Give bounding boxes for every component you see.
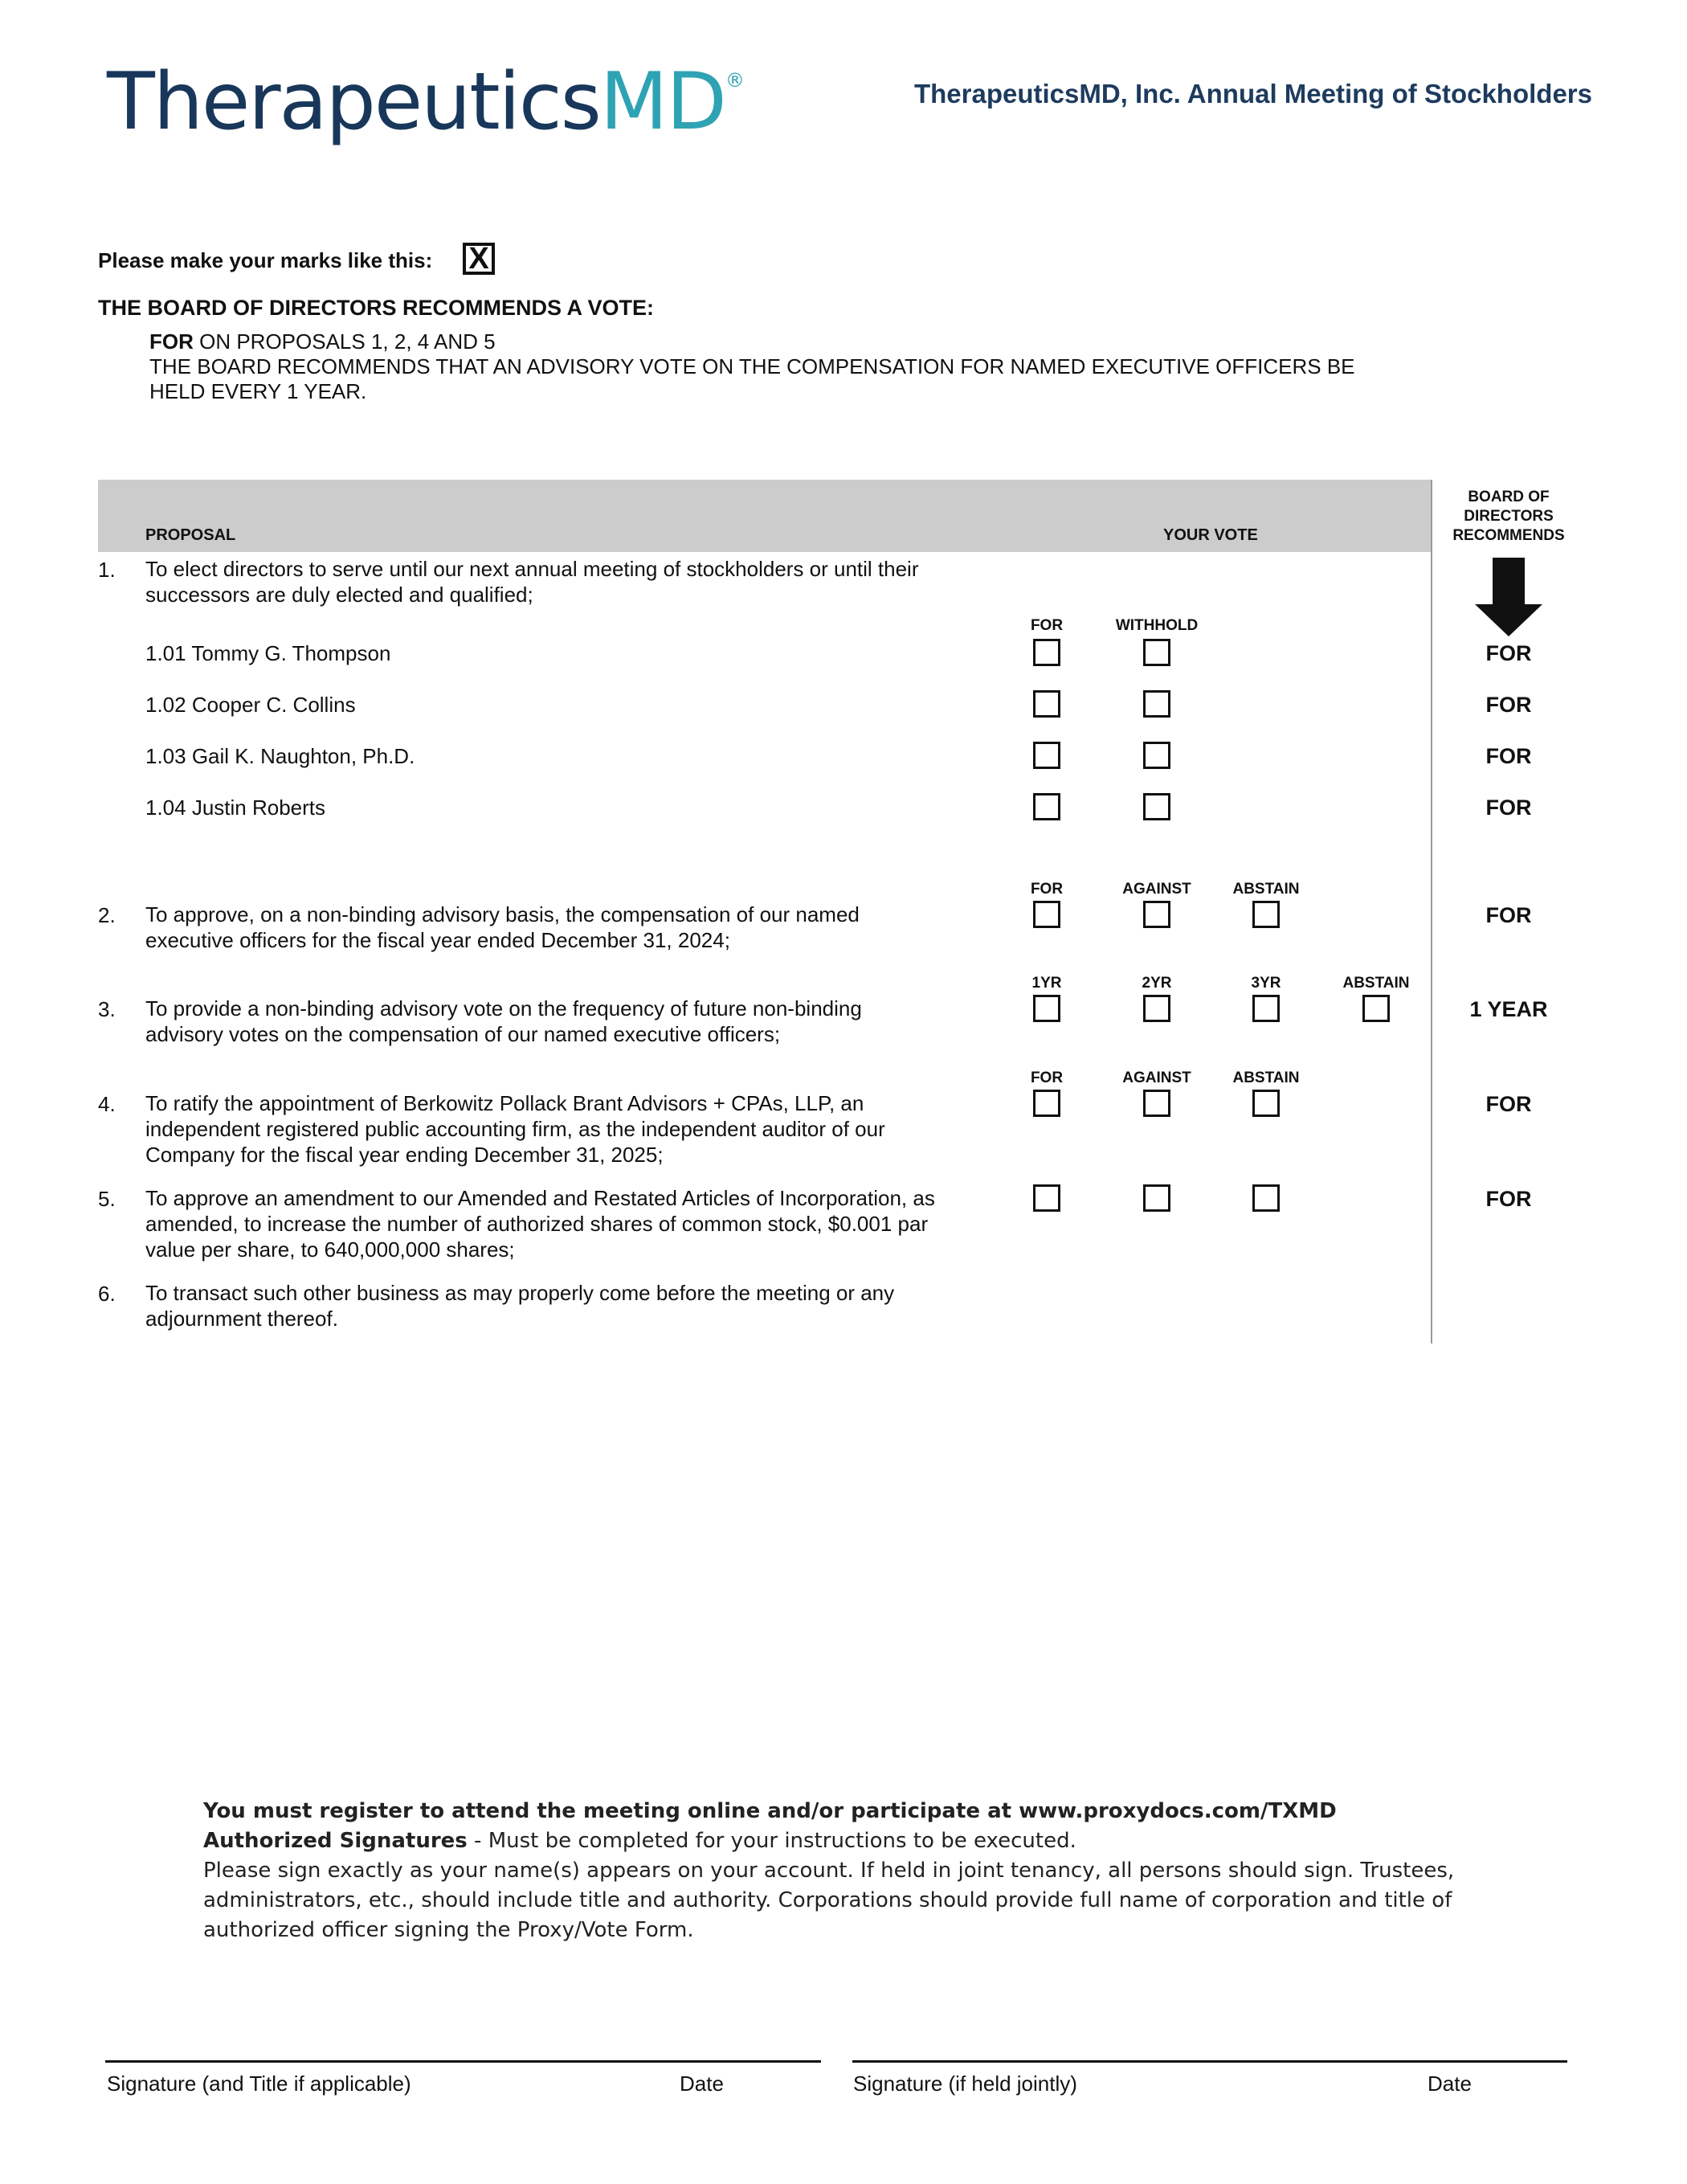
- proposal-4-number: 4.: [98, 1092, 116, 1116]
- p3-header-abstain: ABSTAIN: [1342, 975, 1410, 992]
- nominee-3-name: 1.03 Gail K. Naughton, Ph.D.: [145, 744, 415, 768]
- proposal-4-text: [145, 1090, 997, 1168]
- p2-header-abstain: ABSTAIN: [1232, 881, 1300, 898]
- p5-against-checkbox[interactable]: [1143, 1184, 1170, 1212]
- sign-instructions-line-2: administrators, etc., should include title and authority. Corporations should provide full name of corporation and title of: [203, 1888, 1452, 1912]
- p4-against-checkbox[interactable]: [1143, 1090, 1170, 1117]
- col-header-your-vote: YOUR VOTE: [1163, 526, 1258, 544]
- authorized-signatures-note: - Must be completed for your instructions to be executed.: [467, 1829, 1076, 1853]
- p2-header-for: FOR: [1030, 881, 1064, 898]
- signature-label-2: Signature (if held jointly): [853, 2072, 1077, 2096]
- p3-2yr-checkbox[interactable]: [1143, 995, 1170, 1022]
- proposal-4-line-1: To ratify the appointment of Berkowitz Pollack Brant Advisors + CPAs, LLP, an: [145, 1091, 864, 1115]
- recommendation-line-2: THE BOARD RECOMMENDS THAT AN ADVISORY VOTE ON THE COMPENSATION FOR NAMED EXECUTIVE OFFICERS BE: [149, 354, 1355, 378]
- rec-line3-post: .: [361, 379, 367, 403]
- board-head-line-2: DIRECTORS: [1464, 508, 1554, 525]
- down-arrow-icon: [1475, 558, 1542, 636]
- p4-header-against: AGAINST: [1122, 1070, 1191, 1086]
- proposal-3-line-2: advisory votes on the compensation of our named executive officers;: [145, 1022, 781, 1046]
- proposal-2-number: 2.: [98, 903, 116, 927]
- rec-line3-bold: 1 YEAR: [287, 379, 362, 403]
- logo-registered-mark: ®: [725, 69, 743, 92]
- nominee-1-name: 1.01 Tommy G. Thompson: [145, 641, 391, 665]
- board-head-line-3: RECOMMENDS: [1452, 527, 1565, 544]
- p2-for-checkbox[interactable]: [1033, 901, 1060, 928]
- col-header-board-recommends: [1434, 488, 1583, 546]
- proposal-2-text: [145, 902, 997, 953]
- p3-3yr-checkbox[interactable]: [1252, 995, 1280, 1022]
- p1-header-withhold: WITHHOLD: [1115, 617, 1199, 634]
- p3-1yr-checkbox[interactable]: [1033, 995, 1060, 1022]
- p4-abstain-checkbox[interactable]: [1252, 1090, 1280, 1117]
- nominee-2-name: 1.02 Cooper C. Collins: [145, 693, 356, 717]
- p1-header-for: FOR: [1030, 617, 1064, 634]
- recommendation-line-1: [149, 329, 496, 354]
- nominee-1-for-checkbox[interactable]: [1033, 639, 1060, 666]
- signature-line-2[interactable]: [852, 2060, 1567, 2063]
- proposal-6-number: 6.: [98, 1282, 116, 1306]
- authorized-signatures-label: Authorized Signatures: [203, 1829, 468, 1853]
- p2-header-against: AGAINST: [1122, 881, 1191, 898]
- board-recommends-heading: THE BOARD OF DIRECTORS RECOMMENDS A VOTE:: [98, 296, 655, 320]
- proposal-2-line-1: To approve, on a non-binding advisory basis, the compensation of our named: [145, 902, 860, 926]
- proposal-5-line-2: amended, to increase the number of authorized shares of common stock, $0.001 par: [145, 1212, 929, 1236]
- proposal-6-line-1: To transact such other business as may properly come before the meeting or any: [145, 1281, 895, 1305]
- register-notice: You must register to attend the meeting online and/or participate at www.proxydocs.com/TXMD: [203, 1799, 1337, 1823]
- nominee-4-withhold-checkbox[interactable]: [1143, 793, 1170, 820]
- col-header-proposal: PROPOSAL: [145, 526, 236, 544]
- logo-text-therapeutics: Therapeutics: [107, 56, 600, 148]
- board-head-line-1: BOARD OF: [1468, 489, 1550, 505]
- proposal-1-line-2: successors are duly elected and qualified;: [145, 583, 533, 607]
- p3-abstain-checkbox[interactable]: [1362, 995, 1390, 1022]
- proposal-5-line-1: To approve an amendment to our Amended and Restated Articles of Incorporation, as: [145, 1186, 935, 1210]
- p4-for-checkbox[interactable]: [1033, 1090, 1060, 1117]
- rec-for-rest: ON PROPOSALS 1, 2, 4 AND 5: [193, 329, 496, 354]
- p4-header-abstain: ABSTAIN: [1232, 1070, 1300, 1086]
- p3-header-1yr: 1YR: [1031, 975, 1062, 992]
- p4-board-rec: FOR: [1485, 1092, 1532, 1116]
- p5-for-checkbox[interactable]: [1033, 1184, 1060, 1212]
- recommendation-line-3: [149, 379, 366, 404]
- nominee-2-for-checkbox[interactable]: [1033, 690, 1060, 718]
- rec-for-bold: FOR: [149, 329, 194, 354]
- sign-instructions-line-1: Please sign exactly as your name(s) appears on your account. If held in joint tenancy, all persons should sign. Trustees,: [203, 1859, 1455, 1883]
- page-title: TherapeuticsMD, Inc. Annual Meeting of Stockholders: [913, 79, 1592, 108]
- proposal-1-number: 1.: [98, 558, 116, 582]
- proposal-3-text: [145, 996, 997, 1047]
- proposal-1-text: [145, 556, 997, 607]
- rec-line3-pre: HELD EVERY: [149, 379, 288, 403]
- proposal-5-text: [145, 1185, 997, 1262]
- p4-header-for: FOR: [1030, 1070, 1064, 1086]
- company-logo: [107, 56, 743, 148]
- proposal-2-line-2: executive officers for the fiscal year ended December 31, 2024;: [145, 928, 730, 952]
- nominee-2-board-rec: FOR: [1485, 693, 1532, 717]
- nominee-3-for-checkbox[interactable]: [1033, 742, 1060, 769]
- date-label-1: Date: [680, 2072, 724, 2096]
- signature-line-1[interactable]: [105, 2060, 821, 2063]
- p2-against-checkbox[interactable]: [1143, 901, 1170, 928]
- authorized-signatures-line: [203, 1826, 1076, 1856]
- signature-label-1: Signature (and Title if applicable): [107, 2072, 411, 2096]
- proposal-5-line-3: value per share, to 640,000,000 shares;: [145, 1237, 515, 1262]
- nominee-3-board-rec: FOR: [1485, 744, 1532, 768]
- example-mark-checkbox: X: [463, 243, 495, 275]
- nominee-4-board-rec: FOR: [1485, 795, 1532, 820]
- p3-header-3yr: 3YR: [1251, 975, 1281, 992]
- proposal-5-number: 5.: [98, 1187, 116, 1211]
- proposal-1-line-1: To elect directors to serve until our next annual meeting of stockholders or until their: [145, 557, 919, 581]
- date-label-2: Date: [1428, 2072, 1472, 2096]
- nominee-4-name: 1.04 Justin Roberts: [145, 795, 326, 820]
- marks-instruction: Please make your marks like this:: [98, 248, 433, 272]
- proposal-3-number: 3.: [98, 997, 116, 1021]
- proposal-6-text: [145, 1280, 997, 1331]
- column-divider: [1431, 480, 1432, 1344]
- p2-abstain-checkbox[interactable]: [1252, 901, 1280, 928]
- p2-board-rec: FOR: [1485, 903, 1532, 927]
- proposal-6-line-2: adjournment thereof.: [145, 1307, 338, 1331]
- nominee-1-board-rec: FOR: [1485, 641, 1532, 665]
- nominee-1-withhold-checkbox[interactable]: [1143, 639, 1170, 666]
- sign-instructions-line-3: authorized officer signing the Proxy/Vote Form.: [203, 1918, 694, 1942]
- p3-header-2yr: 2YR: [1142, 975, 1172, 992]
- nominee-2-withhold-checkbox[interactable]: [1143, 690, 1170, 718]
- nominee-3-withhold-checkbox[interactable]: [1143, 742, 1170, 769]
- nominee-4-for-checkbox[interactable]: [1033, 793, 1060, 820]
- proposal-4-line-2: independent registered public accounting firm, as the independent auditor of our: [145, 1117, 885, 1141]
- proposal-4-line-3: Company for the fiscal year ending December 31, 2025;: [145, 1143, 664, 1167]
- logo-text-md: MD: [599, 56, 725, 148]
- p3-board-rec: 1 YEAR: [1469, 997, 1548, 1021]
- p5-abstain-checkbox[interactable]: [1252, 1184, 1280, 1212]
- p5-board-rec: FOR: [1485, 1187, 1532, 1211]
- proposal-3-line-1: To provide a non-binding advisory vote on the frequency of future non-binding: [145, 996, 862, 1020]
